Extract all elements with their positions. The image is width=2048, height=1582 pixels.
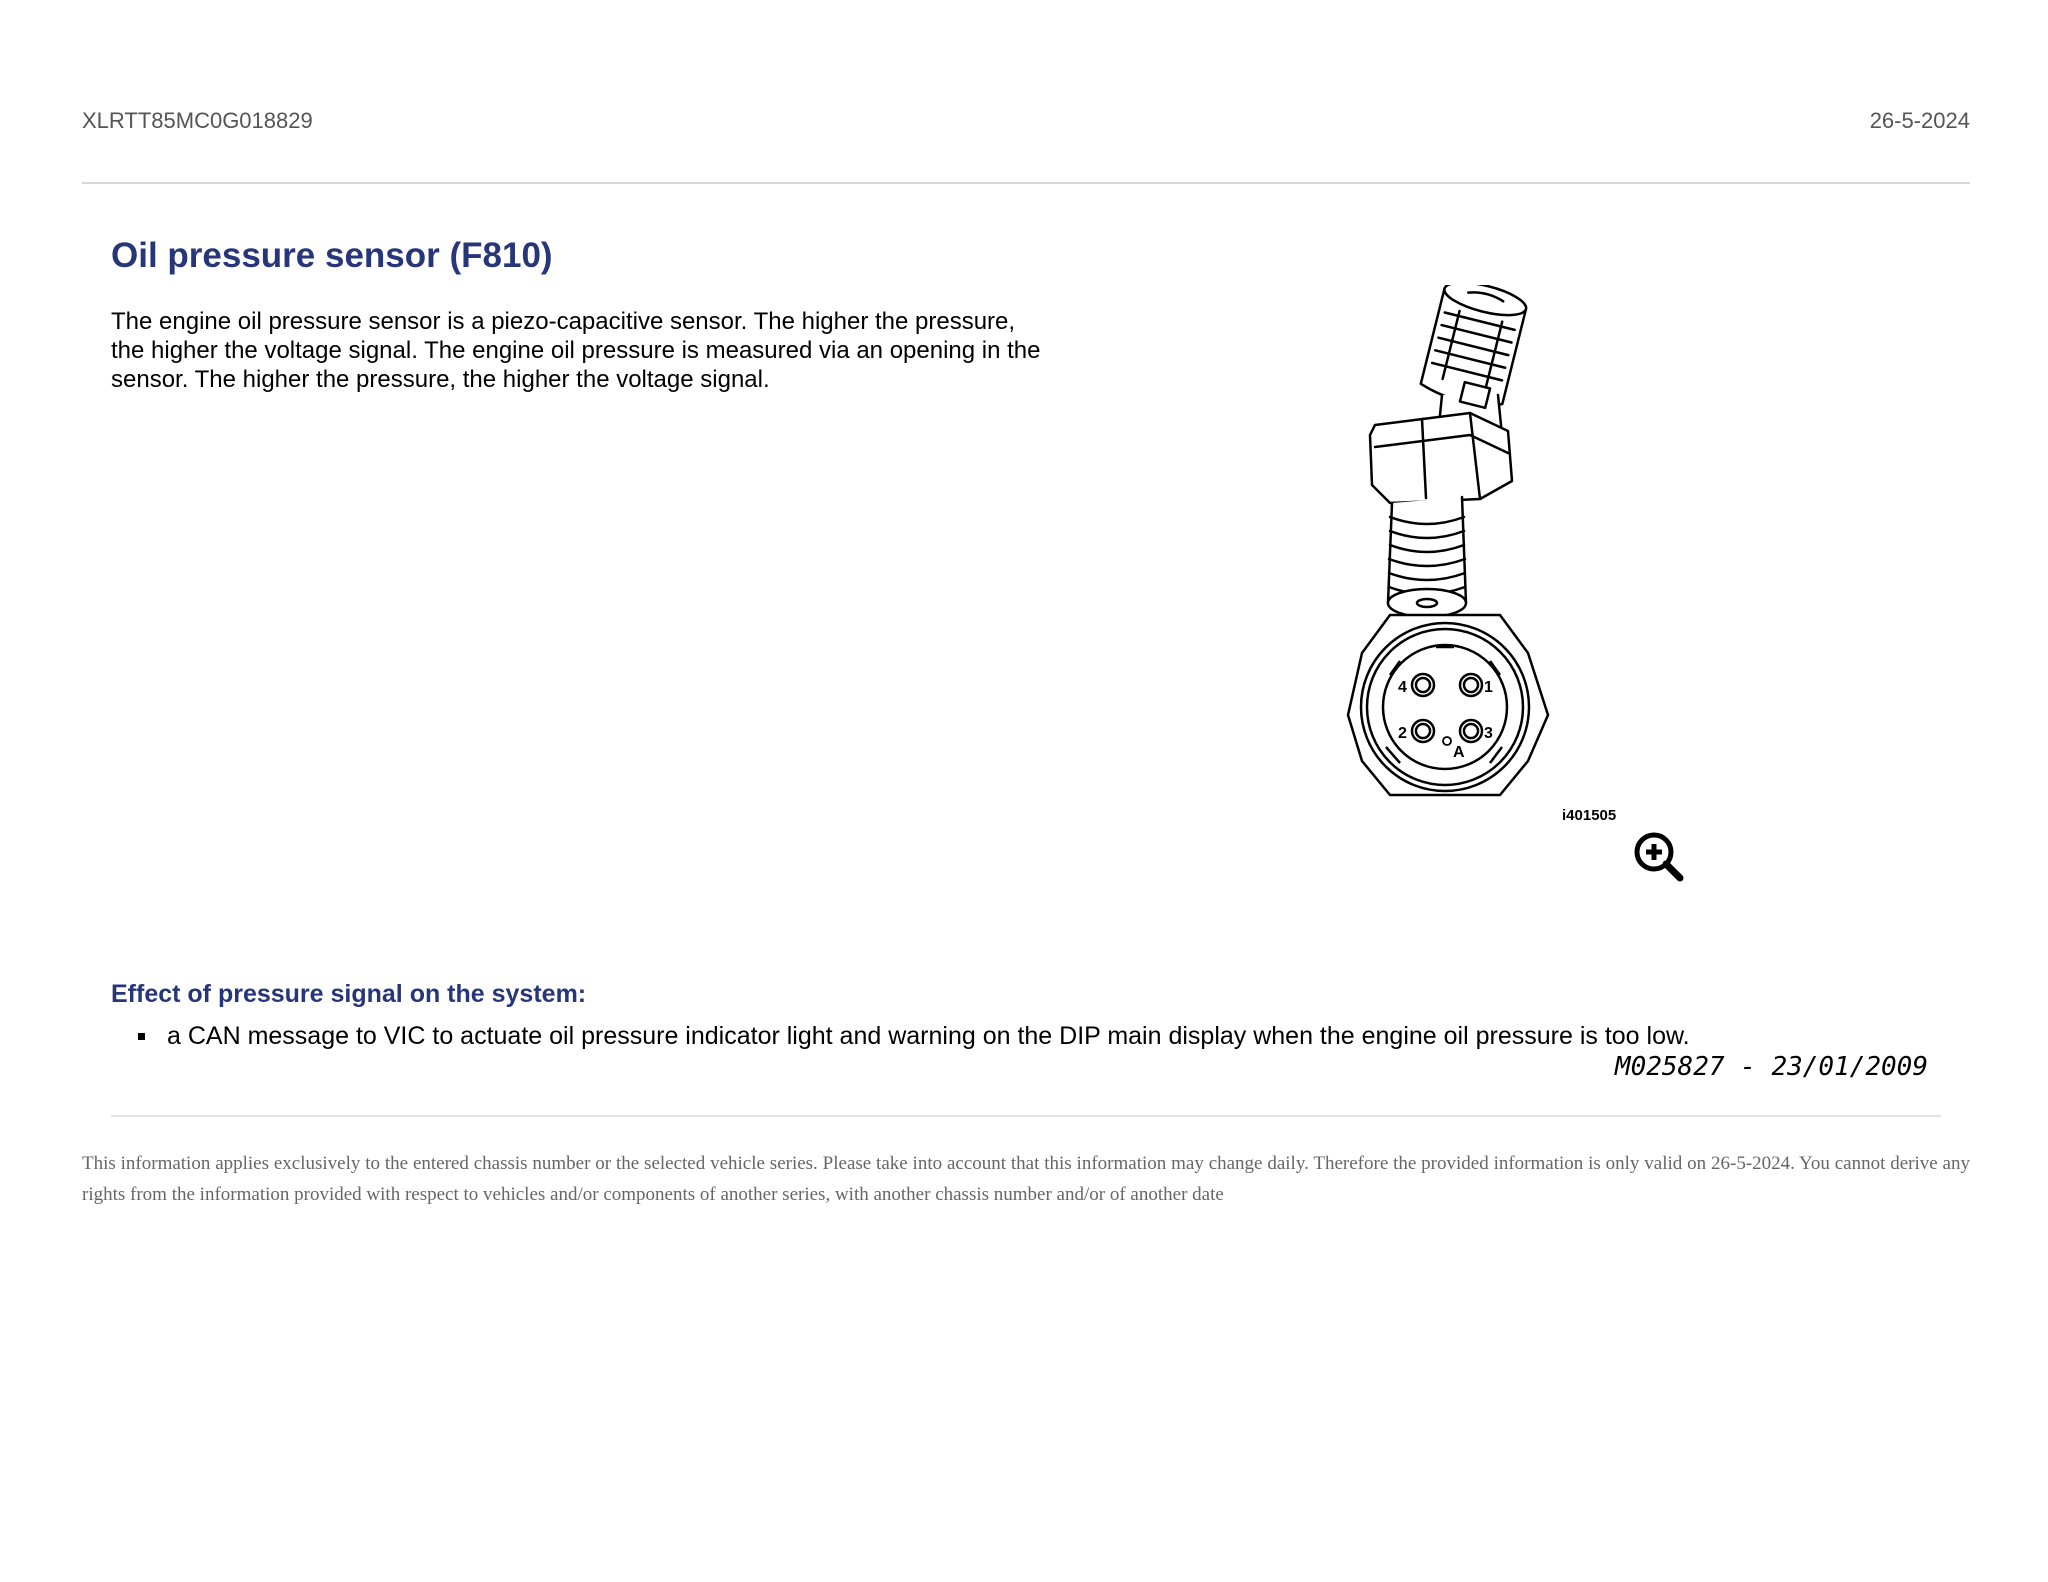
zoom-in-button[interactable] xyxy=(1632,830,1686,884)
figure-id: i401505 xyxy=(1562,807,1617,824)
bullet-icon xyxy=(138,1033,145,1040)
effect-list xyxy=(111,1020,1941,1052)
pin-label: A xyxy=(1453,744,1465,761)
content-divider xyxy=(111,1115,1941,1117)
document-reference: M025827 - 23/01/2009 xyxy=(1614,1052,1928,1082)
pin-label: 3 xyxy=(1484,725,1493,742)
footer-disclaimer: This information applies exclusively to the entered chassis number or the selected vehicle series. Please take into account that this information may change daily. Therefore the provided information is only valid on 26-5-2024. You cannot derive any rights from the information provided with respect to vehicles and/or components of another series, with another chassis number and/or of another date xyxy=(82,1153,1970,1205)
zoom-in-icon xyxy=(1632,830,1686,884)
intro-paragraph: The engine oil pressure sensor is a piezo-capacitive sensor. The higher the pressure, the higher the voltage signal. The engine oil pressure is measured via an opening in the sensor. The higher the pressure, the higher the voltage signal. xyxy=(111,308,1041,393)
connector-face xyxy=(1348,615,1548,795)
print-date: 26-5-2024 xyxy=(1869,108,1970,133)
page-title: Oil pressure sensor (F810) xyxy=(111,236,553,275)
pin-label: 1 xyxy=(1484,679,1493,696)
pin-label: 2 xyxy=(1398,725,1407,742)
list-item xyxy=(111,1020,1941,1052)
sensor-illustration xyxy=(1330,285,1700,805)
list-item-text: a CAN message to VIC to actuate oil pressure indicator light and warning on the DIP main display when the engine oil pressure is too low. xyxy=(167,1022,1690,1050)
sensor-figure xyxy=(1330,285,1700,885)
pin-label: 4 xyxy=(1398,679,1407,696)
effect-heading: Effect of pressure signal on the system: xyxy=(111,980,587,1008)
chassis-number: XLRTT85MC0G018829 xyxy=(82,108,313,133)
header-divider xyxy=(82,182,1970,184)
page-header xyxy=(82,108,1970,136)
